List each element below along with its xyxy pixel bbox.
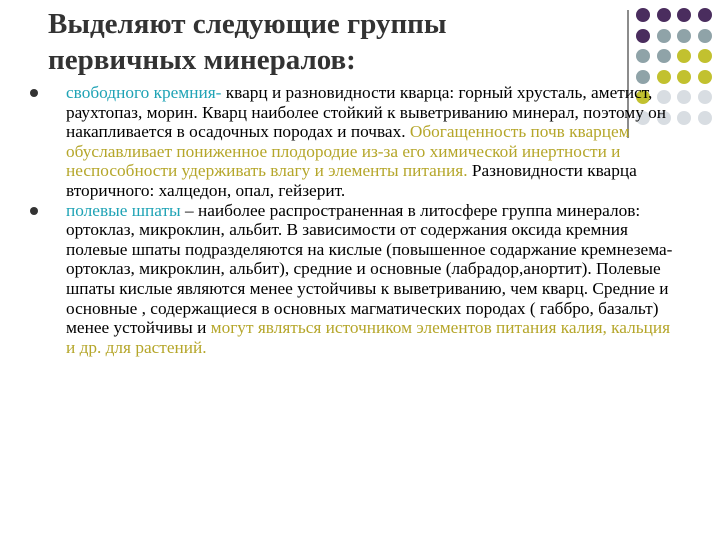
list-item-feldspar bbox=[28, 201, 678, 358]
title-line-2: первичных минералов: bbox=[48, 44, 356, 76]
decorative-dot bbox=[657, 8, 671, 22]
bullet-list bbox=[28, 83, 678, 357]
title-line-1: Выделяют следующие группы bbox=[48, 8, 447, 40]
decorative-dot bbox=[677, 49, 691, 63]
decorative-dot bbox=[698, 29, 712, 43]
bullet-icon bbox=[30, 207, 38, 215]
item-label-feldspar: полевые шпаты bbox=[66, 200, 181, 220]
decorative-dot bbox=[657, 70, 671, 84]
item-highlight-quartz: Обогащенность почв кварцем обуславливает пониженное плодородие из-за его химической инертности и неспособности удерживать влагу и элементы питания. bbox=[66, 122, 630, 181]
decorative-dot bbox=[636, 8, 650, 22]
decorative-dot bbox=[636, 29, 650, 43]
decorative-dot bbox=[636, 49, 650, 63]
item-label-quartz: свободного кремния- bbox=[66, 83, 222, 102]
item-text-quartz: кварц и разновидности кварца: горный хрусталь, аметист, раухтопаз, морин. Кварц наиболее стойкий к выветриванию минерал, поэтому он накапливается в осадочных породах и почвах. bbox=[66, 83, 667, 142]
decorative-dot bbox=[677, 29, 691, 43]
decorative-dot bbox=[698, 90, 712, 104]
decorative-dot bbox=[677, 8, 691, 22]
decorative-dot bbox=[698, 111, 712, 125]
decorative-dot bbox=[698, 8, 712, 22]
decorative-dot bbox=[698, 49, 712, 63]
bullet-icon bbox=[30, 89, 38, 97]
decorative-dot bbox=[698, 70, 712, 84]
item-text-quartz-varieties: Разновидности кварца вторичного: халцедон, опал, гейзерит. bbox=[66, 161, 637, 200]
item-highlight-feldspar: могут являться источником элементов питания калия, кальция и др. для растений. bbox=[66, 318, 671, 357]
decorative-dot bbox=[677, 111, 691, 125]
decorative-dot bbox=[636, 70, 650, 84]
list-item-quartz bbox=[28, 83, 678, 201]
decorative-dot bbox=[677, 90, 691, 104]
decorative-dot bbox=[657, 29, 671, 43]
decorative-dot bbox=[677, 70, 691, 84]
item-text-feldspar: – наиболее распространенная в литосфере группа минералов: ортоклаз, микроклин, альбит. В зависимости от содержания оксида кремния полевые шпаты подразделяются на кислые (повышенное содаржание кремнезема-ортоклаз, микроклин, альбит), средние и основные (лабрадор,анортит). Полевые шпаты кислые являются менее устойчивы к выветриванию, чем кварц. Средние и основные , содержащиеся в основных магматических породах ( габбро, базальт) менее устойчивы и bbox=[66, 200, 673, 338]
slide-title bbox=[48, 6, 608, 78]
decorative-dot bbox=[657, 49, 671, 63]
